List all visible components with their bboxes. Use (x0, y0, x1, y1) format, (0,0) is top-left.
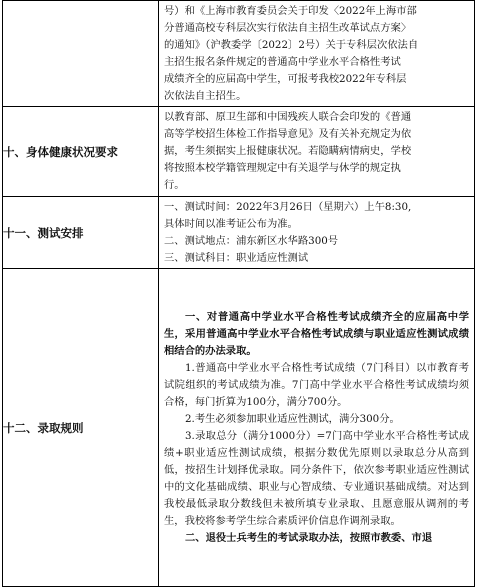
text-line: 次依法自主招生。 (164, 89, 247, 102)
text-line: 行。 (164, 179, 185, 191)
rule-paragraph: 1.普通高中学业水平合格性考试成绩（7门科目）以市教育考试院组织的考试成绩为准。7门高中学业水平合格性考试成绩均须合格，每门折算为100分，满分700分。 (164, 361, 469, 408)
text-line: 主招生报名条件规定的普通高中学业水平合格性考试 (164, 55, 401, 68)
text-line: 具体时间以准考证公布为准。 (164, 217, 298, 230)
text-line: 的通知》（沪教委学〔2022〕2号）关于专科层次依法自 (164, 38, 419, 51)
rule-paragraph: 二、退役士兵考生的考试录取办法，按照市教委、市退 (185, 531, 433, 544)
text-line: 成绩齐全的应届高中学生，可报考我校2022年专科层 (164, 72, 407, 85)
rule-paragraph: 3.录取总分（满分1000分）=7门高中学业水平合格性考试成绩+职业适应性测试成绩，根据分数优先原则以录取总分从高到低，按招生计划择优录取。同分条件下，依次参考职业适应性测试中的文化基础成绩、职业与心智成绩、专业通识基础成绩。对达到我校最低录取分数线但未被所填专业录取、且愿意服从调剂的考生，我校将参考学生综合素质评价信息作调剂录取。 (164, 429, 469, 527)
table-row (3, 1, 475, 107)
text-line: 号）和《上海市教育委员会关于印发〈2022年上海市部 (164, 4, 417, 17)
text-line: 将按照本校学籍管理规定中有关退学与休学的规定执 (164, 162, 401, 174)
row-content-health (159, 107, 475, 197)
admission-rules-table (2, 0, 475, 587)
row-content-admission-rules (159, 269, 475, 587)
table-row (3, 269, 475, 587)
row-content (159, 1, 475, 107)
text-line: 二、测试地点：浦东新区水华路300号 (164, 234, 339, 247)
text-line: 高等学校招生体检工作指导意见》及有关补充规定为依 (164, 128, 412, 140)
rule-paragraph: 2.考生必须参加职业适应性测试，满分300分。 (185, 412, 400, 425)
row-label-health: 十、身体健康状况要求 (3, 107, 159, 197)
row-label-admission-rules: 十二、录取规则 (3, 269, 159, 587)
text-line: 一、测试时间：2022年3月26日（星期六）上午8:30, (164, 200, 412, 213)
row-content-test-schedule (159, 197, 475, 269)
table-row (3, 107, 475, 197)
text-line: 三、测试科目：职业适应性测试 (164, 251, 309, 264)
row-label-test-schedule: 十一、测试安排 (3, 197, 159, 269)
row-label (3, 1, 159, 107)
text-line: 据，考生须据实上报健康状况。若隐瞒病情病史，学校 (164, 145, 412, 157)
text-line: 分普通高校专科层次实行依法自主招生改革试点方案〉 (164, 21, 412, 34)
rule-paragraph: 一、对普通高中学业水平合格性考试成绩齐全的应届高中学生，采用普通高中学业水平合格性考试成绩与职业适应性测试成绩相结合的办法录取。 (164, 310, 469, 357)
table-row (3, 197, 475, 269)
text-line: 以教育部、原卫生部和中国残疾人联合会印发的《普通 (164, 111, 412, 123)
